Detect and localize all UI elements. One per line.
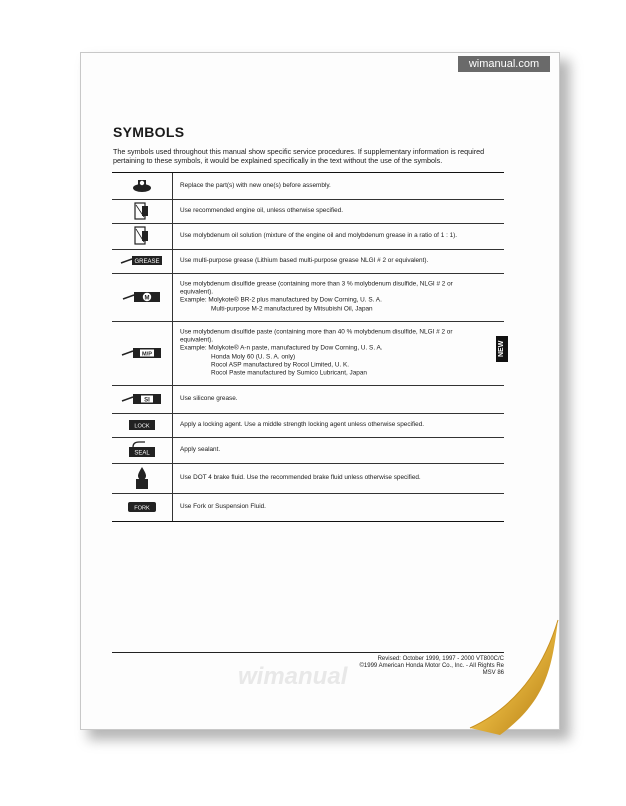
intro-paragraph: The symbols used throughout this manual show specific service procedures. If supplementary information is required pertaining to these symbols, it would be explained specifically in the text without the use of the symbols. bbox=[113, 147, 485, 165]
svg-text:SI: SI bbox=[144, 397, 150, 404]
svg-text:SEAL: SEAL bbox=[134, 450, 150, 457]
svg-text:GREASE: GREASE bbox=[134, 259, 160, 265]
symbol-description: Use recommended engine oil, unless otherwise specified. bbox=[180, 206, 344, 214]
symbol-description: Replace the part(s) with new one(s) before assembly. bbox=[180, 181, 331, 189]
page-title: SYMBOLS bbox=[113, 124, 185, 140]
svg-text:LOCK: LOCK bbox=[134, 423, 150, 430]
symbol-description: Use multi-purpose grease (Lithium based multi-purpose grease NLGI # 2 or equivalent). bbox=[180, 256, 429, 264]
svg-text:M/P: M/P bbox=[142, 351, 152, 358]
svg-text:FORK: FORK bbox=[134, 505, 150, 512]
site-watermark-badge: wimanual.com bbox=[458, 56, 550, 72]
symbol-description: Use molybdenum disulfide grease (containing more than 3 % molybdenum disulfide, NLGI # 2 or equivalent). Example: Molykote® BR-2 plus manufactured by Dow Corning, U. S. A. Multi-purpose M-2 manufactured by Mitsubishi Oil, Japan bbox=[180, 280, 453, 313]
symbol-description: Use Fork or Suspension Fluid. bbox=[180, 502, 266, 510]
svg-text:M: M bbox=[144, 295, 150, 302]
symbol-description: Use molybdenum oil solution (mixture of the engine oil and molybdenum grease in a ratio of 1 : 1). bbox=[180, 231, 458, 239]
symbol-description: Use silicone grease. bbox=[180, 394, 238, 402]
footer-revision: Revised: October 1999, 1997 - 2000 VT800C/C ©1999 American Honda Motor Co., Inc. - All Rights Re MSV 86 bbox=[359, 656, 504, 677]
symbol-description: Use DOT 4 brake fluid. Use the recommended brake fluid unless otherwise specified. bbox=[180, 473, 421, 481]
site-watermark: wimanual bbox=[238, 663, 348, 690]
symbol-description: Apply sealant. bbox=[180, 445, 221, 453]
section-tab-new: NEW bbox=[496, 336, 508, 362]
symbol-description: Use molybdenum disulfide paste (containing more than 40 % molybdenum disulfide, NLGI # 2 or equivalent). Example: Molykote® A-n paste, manufactured by Dow Corning, U. S. A. Honda Moly 60 (U. S. A. only) Rocol ASP manufactured by Rocol Limited, U. K. Rocol Paste manufactured by Sumico Lubricant, Japan bbox=[180, 328, 453, 377]
symbol-description: Apply a locking agent. Use a middle strength locking agent unless otherwise specified. bbox=[180, 420, 425, 428]
